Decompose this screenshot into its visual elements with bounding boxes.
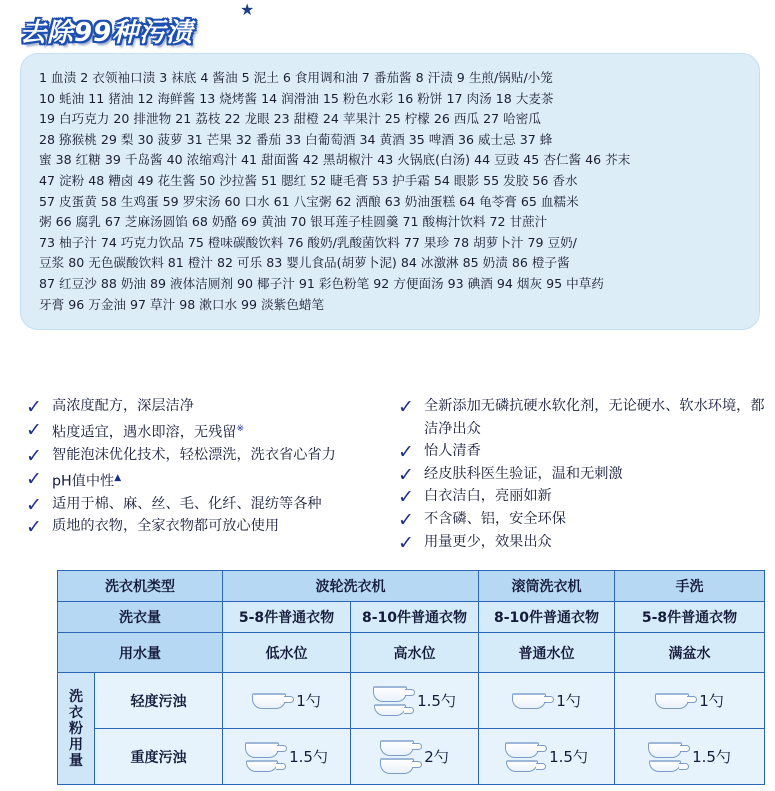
stain-line: 豆浆 80 无色碳酸饮料 81 橙汁 82 可乐 83 婴儿食品(胡萝卜泥) 84 冰激淋 85 奶渍 86 橙子酱 — [39, 255, 570, 271]
feature-text: 智能泡沫优化技术，轻松漂洗，洗衣省心省力 — [52, 446, 336, 463]
feature-text: 适用于棉、麻、丝、毛、化纤、混纺等各种 — [52, 495, 322, 512]
stain-line: 粥 66 腐乳 67 芝麻汤圆馅 68 奶酪 69 黄油 70 银耳莲子桂圆羹 71 酸梅汁饮料 72 甘蔗汁 — [39, 214, 548, 230]
check-icon: ✓ — [26, 418, 42, 441]
stain-line: 47 淀粉 48 糟卤 49 花生酱 50 沙拉酱 51 腮红 52 睫毛膏 53 护手霜 54 眼影 55 发胶 56 香水 — [39, 172, 578, 188]
dose-amount: 1.5勺 — [692, 748, 731, 766]
feature-item — [26, 467, 398, 493]
dose-cell — [351, 729, 479, 785]
check-icon: ✓ — [398, 463, 414, 486]
feature-item — [398, 395, 770, 440]
feature-column-left — [26, 395, 398, 538]
dose-amount: 1.5勺 — [417, 692, 456, 710]
scoop-icon — [380, 758, 414, 774]
stain-line: 19 白巧克力 20 排泄物 21 荔枝 22 龙眼 23 甜橙 24 苹果汁 25 柠檬 26 西瓜 27 哈密瓜 — [39, 111, 541, 127]
stain-line: 牙膏 96 万金油 97 草汁 98 漱口水 99 淡紫色蜡笔 — [39, 296, 325, 312]
page-title-banner — [20, 10, 193, 50]
stain-line: 87 红豆沙 88 奶油 89 液体洁厕剂 90 椰子汁 91 彩色粉笔 92 方便面汤 93 碘酒 94 烟灰 95 中草药 — [39, 275, 604, 291]
dose-cell — [223, 729, 351, 785]
stain-line: 57 皮蛋黄 58 生鸡蛋 59 罗宋汤 60 口水 61 八宝粥 62 洒酿 63 奶油蛋糕 64 龟苓膏 65 血糯米 — [39, 193, 579, 209]
hand-header: 手洗 — [615, 571, 765, 602]
scoop-icon — [380, 740, 414, 756]
feature-item — [26, 418, 398, 444]
light-soil-label: 轻度污浊 — [95, 673, 223, 729]
scoop-icon — [512, 693, 546, 709]
stain-line: 蜜 38 红糖 39 千岛酱 40 浓缩鸡汁 41 甜面酱 42 黑胡椒汁 43 火锅底(白汤) 44 豆豉 45 杏仁酱 46 芥末 — [39, 152, 631, 168]
half-scoop-icon — [374, 704, 406, 716]
check-icon: ✓ — [398, 508, 414, 531]
half-scoop-icon — [506, 760, 538, 772]
check-icon: ✓ — [26, 516, 42, 539]
scoop-icon — [648, 742, 682, 758]
dose-cell — [479, 729, 615, 785]
scoop-icon — [245, 742, 279, 758]
dose-amount: 1勺 — [556, 692, 581, 710]
dose-amount: 1.5勺 — [289, 748, 328, 766]
feature-column-right — [398, 395, 770, 553]
water-level-cell: 低水位 — [223, 633, 351, 673]
feature-item — [26, 493, 398, 516]
stain-list-panel — [20, 53, 760, 330]
feature-text: 质地的衣物，全家衣物都可放心使用 — [52, 518, 280, 535]
feature-text: 高浓度配方，深层洁净 — [52, 398, 194, 414]
stain-line: 28 猕猴桃 29 梨 30 菠萝 31 芒果 32 番茄 33 白葡萄酒 34 黄酒 35 啤酒 36 威士忌 37 蜂 — [39, 131, 553, 147]
scoop-icon — [505, 742, 539, 758]
feature-text: 全新添加无磷抗硬水软化剂，无论硬水、软水环境，都洁净出众 — [424, 398, 765, 437]
feature-item — [26, 515, 398, 538]
feature-text: 粘度适宜，遇水即溶，无残留 — [52, 424, 237, 441]
machine-type-header: 洗衣机类型 — [58, 571, 223, 602]
stain-line: 1 血渍 2 衣领袖口渍 3 袜底 4 酱油 5 泥土 6 食用调和油 7 番茄酱 8 汗渍 9 生煎/锅贴/小笼 — [39, 70, 553, 85]
dose-amount: 1勺 — [699, 692, 724, 710]
water-level-cell: 普通水位 — [479, 633, 615, 673]
check-icon: ✓ — [398, 486, 414, 509]
heavy-soil-label: 重度污浊 — [95, 729, 223, 785]
dose-amount: 1.5勺 — [549, 748, 588, 766]
stain-line: 73 柚子汁 74 巧克力饮品 75 橙味碳酸饮料 76 酸奶/乳酸菌饮料 77 果珍 78 胡萝卜汁 79 豆奶/ — [39, 234, 577, 250]
water-level-cell: 满盆水 — [615, 633, 765, 673]
feature-text: 用量更少，效果出众 — [424, 533, 552, 550]
dose-amount: 1勺 — [296, 692, 321, 710]
footnote-mark: ▲ — [114, 472, 122, 483]
check-icon: ✓ — [398, 396, 414, 418]
feature-text: pH值中性 — [52, 473, 115, 490]
feature-item — [398, 531, 770, 554]
star-icon: ★ — [240, 0, 255, 19]
water-level-cell: 高水位 — [351, 633, 479, 673]
scoop-icon — [655, 693, 689, 709]
dose-cell — [615, 673, 765, 729]
dose-cell — [223, 673, 351, 729]
dose-cell — [351, 673, 479, 729]
water-label: 用水量 — [58, 633, 223, 673]
dose-cell — [479, 673, 615, 729]
feature-item — [398, 440, 770, 463]
dosage-label: 洗 衣 粉 用 量 — [58, 673, 95, 785]
page-title: 去除99种污渍 — [20, 17, 194, 48]
load-cell: 5-8件普通衣物 — [615, 602, 765, 633]
check-icon: ✓ — [398, 441, 414, 464]
feature-item — [398, 508, 770, 531]
load-cell: 5-8件普通衣物 — [223, 602, 351, 633]
scoop-icon — [373, 686, 407, 702]
half-scoop-icon — [246, 760, 278, 772]
dose-cell — [615, 729, 765, 785]
check-icon: ✓ — [26, 493, 42, 516]
feature-item — [26, 395, 398, 418]
feature-text: 经皮肤科医生验证，温和无刺激 — [424, 465, 623, 482]
feature-text: 不含磷、铝，安全环保 — [424, 510, 566, 527]
check-icon: ✓ — [26, 444, 42, 467]
feature-item — [398, 463, 770, 486]
dose-amount: 2勺 — [424, 748, 449, 766]
half-scoop-icon — [649, 760, 681, 772]
check-icon: ✓ — [26, 396, 42, 418]
check-icon: ✓ — [398, 531, 414, 554]
dosage-table — [57, 570, 764, 784]
feature-text: 怡人清香 — [424, 443, 481, 460]
feature-item — [398, 485, 770, 508]
drum-header: 滚筒洗衣机 — [479, 571, 615, 602]
feature-item — [26, 444, 398, 467]
load-cell: 8-10件普通衣物 — [351, 602, 479, 633]
load-cell: 8-10件普通衣物 — [479, 602, 615, 633]
feature-list — [26, 395, 766, 560]
scoop-icon — [252, 693, 286, 709]
footnote-mark: ※ — [236, 423, 244, 434]
pulsator-header: 波轮洗衣机 — [223, 571, 479, 602]
feature-text: 白衣洁白，亮丽如新 — [424, 488, 552, 505]
check-icon: ✓ — [26, 467, 42, 490]
load-label: 洗衣量 — [58, 602, 223, 633]
stain-line: 10 蚝油 11 猪油 12 海鲜酱 13 烧烤酱 14 润滑油 15 粉色水彩 16 粉饼 17 肉汤 18 大麦茶 — [39, 90, 554, 106]
